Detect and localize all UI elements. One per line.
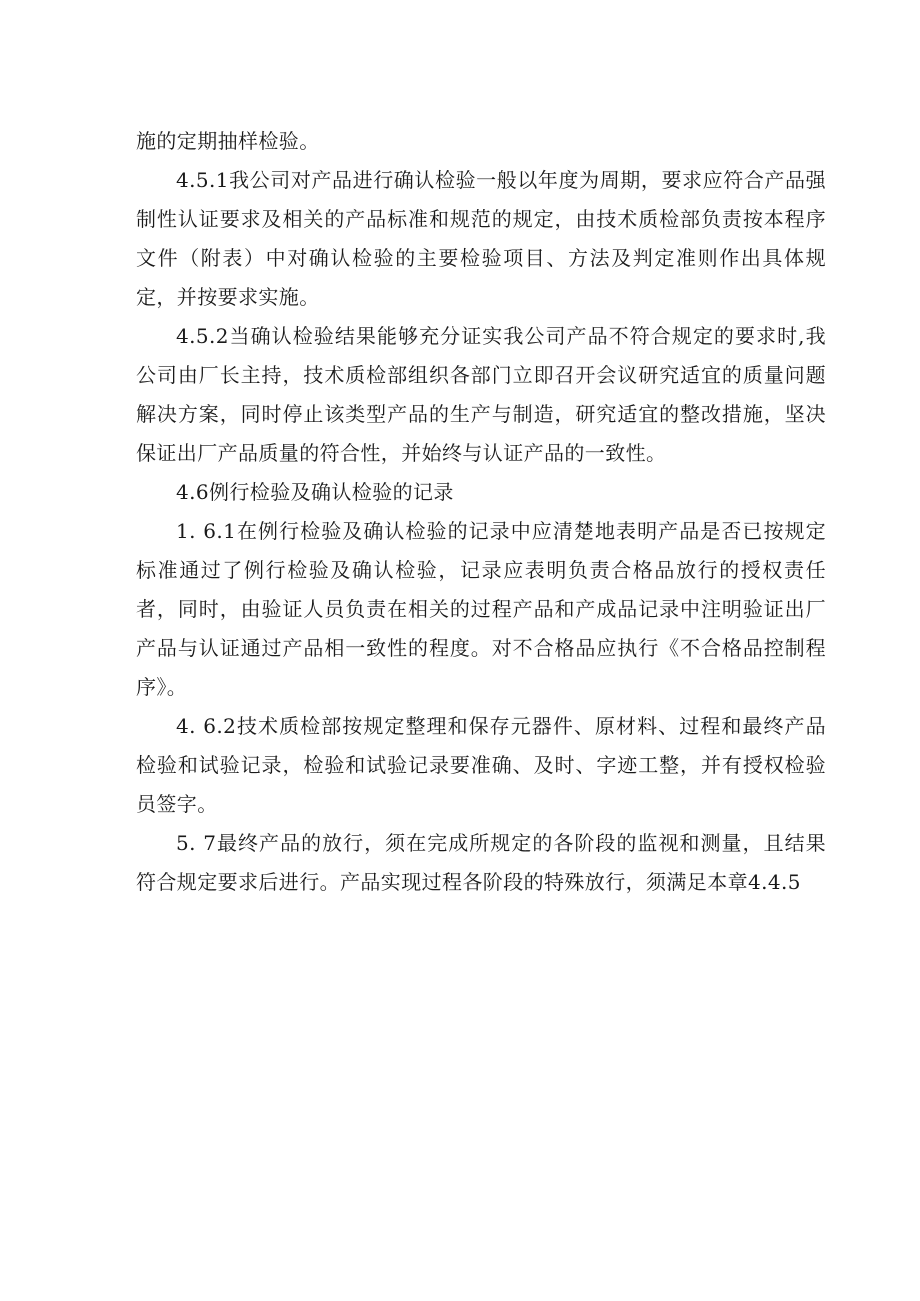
paragraph-4-5-2: 4.5.2当确认检验结果能够充分证实我公司产品不符合规定的要求时,我公司由厂长主持，技术质检部组织各部门立即召开会议研究适宜的质量问题解决方案，同时停止该类型产品的生产与制造，研究适宜的整改措施，坚决保证出厂产品质量的符合性，并始终与认证产品的一致性。	[136, 324, 826, 465]
document-body	[136, 122, 826, 902]
paragraph-6-2: 4. 6.2技术质检部按规定整理和保存元器件、原材料、过程和最终产品检验和试验记录，检验和试验记录要准确、及时、字迹工整，并有授权检验员签字。	[136, 714, 826, 816]
paragraph-6-1: 1. 6.1在例行检验及确认检验的记录中应清楚地表明产品是否已按规定标准通过了例行检验及确认检验，记录应表明负责合格品放行的授权责任者，同时，由验证人员负责在相关的过程产品和产成品记录中注明验证出厂产品与认证通过产品相一致性的程度。对不合格品应执行《不合格品控制程序》。	[136, 519, 826, 699]
paragraph-final-release: 5. 7最终产品的放行，须在完成所规定的各阶段的监视和测量，且结果符合规定要求后进行。产品实现过程各阶段的特殊放行，须满足本章4.4.5	[136, 831, 826, 894]
paragraph-continuation: 施的定期抽样检验。	[136, 129, 320, 153]
paragraph-4-5-1: 4.5.1我公司对产品进行确认检验一般以年度为周期，要求应符合产品强制性认证要求及相关的产品标准和规范的规定，由技术质检部负责按本程序文件（附表）中对确认检验的主要检验项目、方法及判定准则作出具体规定，并按要求实施。	[136, 168, 826, 309]
section-heading-4-6: 4.6例行检验及确认检验的记录	[176, 480, 454, 504]
